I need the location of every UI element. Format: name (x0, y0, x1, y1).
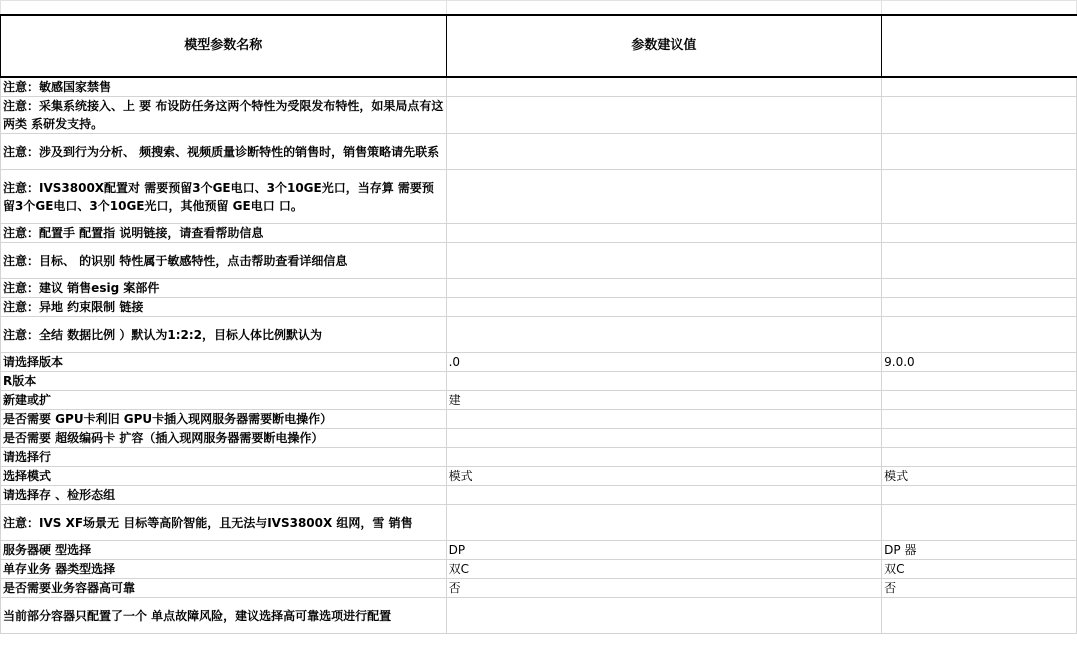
param-extra-cell[interactable]: 否 (882, 579, 1077, 598)
top-strip-cell[interactable] (882, 1, 1077, 16)
header-param-value[interactable]: 参数建议值 (446, 15, 882, 77)
param-value-cell[interactable] (446, 77, 882, 97)
table-row (1, 170, 1077, 224)
param-name-cell[interactable]: 当前部分容器只配置了一个 单点故障风险，建议选择高可靠选项进行配置 (1, 598, 447, 634)
param-extra-cell[interactable]: DP 器 (882, 541, 1077, 560)
table-row (1, 429, 1077, 448)
param-value-cell[interactable] (446, 410, 882, 429)
table-row (1, 448, 1077, 467)
param-value-cell[interactable]: 模式 (446, 467, 882, 486)
param-name-cell[interactable]: 是否需要 GPU卡利旧 GPU卡插入现网服务器需要断电操作） (1, 410, 447, 429)
param-name-cell[interactable]: 注意：IVS3800X配置对 需要预留3个GE电口、3个10GE光口，当存算 需要预留3个GE电口、3个10GE光口，其他预留 GE电口 口。 (1, 170, 447, 224)
table-row (1, 134, 1077, 170)
param-name-cell[interactable]: 是否需要 超级编码卡 扩容（插入现网服务器需要断电操作） (1, 429, 447, 448)
table-row (1, 560, 1077, 579)
param-name-cell[interactable]: 请选择行 (1, 448, 447, 467)
param-value-cell[interactable] (446, 298, 882, 317)
param-name-cell[interactable]: 服务器硬 型选择 (1, 541, 447, 560)
table-row (1, 467, 1077, 486)
param-name-cell[interactable]: 注意：配置手 配置指 说明链接，请查看帮助信息 (1, 224, 447, 243)
param-value-cell[interactable] (446, 598, 882, 634)
param-value-cell[interactable] (446, 134, 882, 170)
param-extra-cell[interactable] (882, 97, 1077, 134)
param-value-cell[interactable]: 建 (446, 391, 882, 410)
param-value-cell[interactable]: 否 (446, 579, 882, 598)
table-row (1, 391, 1077, 410)
param-extra-cell[interactable] (882, 77, 1077, 97)
param-extra-cell[interactable] (882, 279, 1077, 298)
table-row (1, 224, 1077, 243)
param-name-cell[interactable]: 注意：全结 数据比例 ）默认为1:2:2，目标人体比例默认为 (1, 317, 447, 353)
param-extra-cell[interactable] (882, 448, 1077, 467)
param-extra-cell[interactable]: 9.0.0 (882, 353, 1077, 372)
table-row (1, 598, 1077, 634)
param-extra-cell[interactable] (882, 505, 1077, 541)
param-name-cell[interactable]: 选择模式 (1, 467, 447, 486)
table-row (1, 243, 1077, 279)
table-row (1, 579, 1077, 598)
table-row (1, 97, 1077, 134)
param-extra-cell[interactable] (882, 243, 1077, 279)
param-value-cell[interactable] (446, 97, 882, 134)
param-value-cell[interactable]: 双C (446, 560, 882, 579)
param-name-cell[interactable]: 注意：目标、 的识别 特性属于敏感特性，点击帮助查看详细信息 (1, 243, 447, 279)
param-value-cell[interactable]: .0 (446, 353, 882, 372)
header-extra[interactable] (882, 15, 1077, 77)
table-row (1, 541, 1077, 560)
param-name-cell[interactable]: 是否需要业务容器高可靠 (1, 579, 447, 598)
param-name-cell[interactable]: 注意：采集系统接入、上 要 布设防任务这两个特性为受限发布特性，如果局点有这两类 系研发支持。 (1, 97, 447, 134)
param-name-cell[interactable]: 注意：IVS XF场景无 目标等高阶智能，且无法与IVS3800X 组网，雪 销售 (1, 505, 447, 541)
param-name-cell[interactable]: R版本 (1, 372, 447, 391)
header-param-name[interactable]: 模型参数名称 (1, 15, 447, 77)
top-strip-cell[interactable] (1, 1, 447, 16)
param-value-cell[interactable] (446, 317, 882, 353)
param-name-cell[interactable]: 单存业务 器类型选择 (1, 560, 447, 579)
table-row (1, 353, 1077, 372)
param-value-cell[interactable] (446, 170, 882, 224)
param-value-cell[interactable]: DP (446, 541, 882, 560)
param-name-cell[interactable]: 请选择存 、检形态组 (1, 486, 447, 505)
param-extra-cell[interactable] (882, 391, 1077, 410)
param-value-cell[interactable] (446, 279, 882, 298)
table-row (1, 410, 1077, 429)
table-row (1, 486, 1077, 505)
table-row (1, 372, 1077, 391)
param-value-cell[interactable] (446, 448, 882, 467)
param-value-cell[interactable] (446, 486, 882, 505)
param-value-cell[interactable] (446, 505, 882, 541)
param-name-cell[interactable]: 注意：建议 销售esig 案部件 (1, 279, 447, 298)
param-name-cell[interactable]: 注意：涉及到行为分析、 频搜索、视频质量诊断特性的销售时，销售策略请先联系 (1, 134, 447, 170)
param-extra-cell[interactable] (882, 170, 1077, 224)
table-row (1, 298, 1077, 317)
param-extra-cell[interactable]: 模式 (882, 467, 1077, 486)
param-name-cell[interactable]: 注意：异地 约束限制 链接 (1, 298, 447, 317)
param-name-cell[interactable]: 新建或扩 (1, 391, 447, 410)
param-extra-cell[interactable] (882, 429, 1077, 448)
param-extra-cell[interactable] (882, 298, 1077, 317)
param-value-cell[interactable] (446, 429, 882, 448)
param-value-cell[interactable] (446, 224, 882, 243)
table-row (1, 317, 1077, 353)
top-strip-cell[interactable] (446, 1, 882, 16)
param-extra-cell[interactable] (882, 410, 1077, 429)
param-extra-cell[interactable] (882, 486, 1077, 505)
table-row (1, 279, 1077, 298)
table-row (1, 77, 1077, 97)
param-name-cell[interactable]: 注意：敏感国家禁售 (1, 77, 447, 97)
param-extra-cell[interactable] (882, 134, 1077, 170)
param-value-cell[interactable] (446, 372, 882, 391)
header-row (1, 15, 1077, 77)
param-extra-cell[interactable] (882, 372, 1077, 391)
param-name-cell[interactable]: 请选择版本 (1, 353, 447, 372)
param-extra-cell[interactable] (882, 598, 1077, 634)
param-value-cell[interactable] (446, 243, 882, 279)
param-extra-cell[interactable]: 双C (882, 560, 1077, 579)
param-extra-cell[interactable] (882, 224, 1077, 243)
top-strip-row (1, 1, 1077, 16)
param-extra-cell[interactable] (882, 317, 1077, 353)
table-row (1, 505, 1077, 541)
